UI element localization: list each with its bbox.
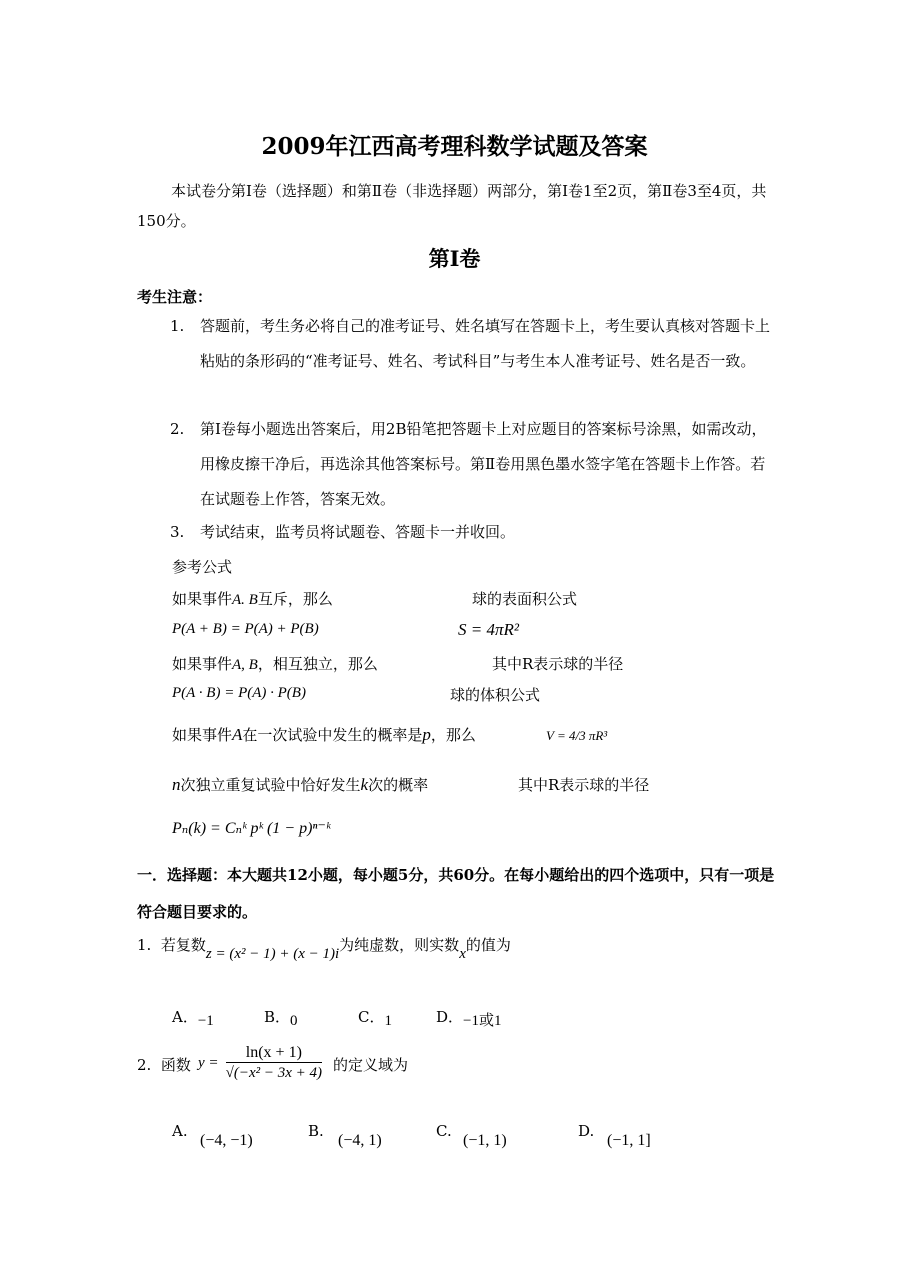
volume-title: 第I卷 [428, 246, 481, 271]
q1-option-a: A．−1 [172, 1008, 214, 1029]
q1-option-b: B．0 [264, 1008, 298, 1029]
sphere-area-label: 球的表面积公式 [472, 590, 578, 608]
formula-sphere-area: S = 4πR² [458, 620, 519, 639]
formulas-heading: 参考公式 [172, 558, 233, 576]
q2-option-a-value: (−4, −1) [200, 1132, 253, 1149]
formula-independent-label: 如果事件A, B，相互独立，那么 [172, 655, 378, 673]
q2-option-c-label: C. [436, 1122, 452, 1140]
question-2: 2. 函数 [137, 1056, 191, 1074]
q2-option-d-label: D. [578, 1122, 595, 1140]
formula-binomial-label: n次独立重复试验中恰好发生k次的概率 [172, 775, 429, 794]
notice-item-2 [170, 412, 775, 517]
q2-option-c-value: (−1, 1) [463, 1132, 507, 1149]
sphere-volume-label: 球的体积公式 [450, 686, 541, 704]
formula-independent: P(A · B) = P(A) · P(B) [172, 685, 306, 701]
notice-item-3 [170, 515, 775, 550]
notice-item-text: 第I卷每小题选出答案后，用2B铅笔把答题卡上对应题目的答案标号涂黑，如需改动，用橡皮擦干净后，再选涂其他答案标号。第Ⅱ卷用黑色墨水签字笔在答题卡上作答。若在试题卷上作答，答案无效。 [200, 420, 767, 508]
notice-item-number: 1. [170, 317, 185, 335]
notice-item-text: 考试结束，监考员将试题卷、答题卡一并收回。 [200, 523, 516, 541]
notice-item-number: 3. [170, 523, 185, 541]
notice-item-text: 答题前，考生务必将自己的准考证号、姓名填写在答题卡上，考生要认真核对答题卡上粘贴的条形码的“准考证号、姓名、考试科目”与考生本人准考证号、姓名是否一致。 [200, 317, 771, 370]
radius-note-2: 其中R表示球的半径 [518, 776, 650, 794]
q2-suffix: 的定义域为 [333, 1056, 409, 1074]
formula-exclusive: P(A + B) = P(A) + P(B) [172, 621, 319, 637]
intro-paragraph: 本试卷分第Ⅰ卷（选择题）和第Ⅱ卷（非选择题）两部分，第Ⅰ卷1至2页，第Ⅱ卷3至4页，共150分。 [137, 182, 767, 230]
numerator: ln(x + 1) [226, 1044, 322, 1063]
denominator: √(−x² − 3x + 4) [225, 1065, 323, 1081]
formula-sphere-volume: V = 4/3 πR³ [546, 728, 608, 743]
notice-heading: 考生注意： [137, 288, 213, 306]
q2-function: y = $\frac{\ln(x + 1)}{\text{√(−x² − 3x + 4)}}$ [198, 1044, 323, 1081]
q1-option-c: C．1 [358, 1008, 392, 1029]
formula-prob-label: 如果事件A在一次试验中发生的概率是p，那么 [172, 725, 476, 744]
q2-option-a-label: A. [172, 1122, 188, 1140]
question-number: 1. [137, 936, 152, 954]
q2-option-d-value: (−1, 1] [607, 1132, 651, 1149]
page-title: 2009年江西高考理科数学试题及答案 [261, 133, 648, 160]
fraction [224, 1044, 324, 1083]
formula-exclusive-label: 如果事件A. B互斥，那么 [172, 590, 333, 608]
formula-binomial: Pₙ(k) = Cₙᵏ pᵏ (1 − p)ⁿ⁻ᵏ [172, 820, 331, 837]
q1-option-d: D．−1或1 [436, 1008, 502, 1029]
q2-option-b-label: B. [308, 1122, 324, 1140]
question-number: 2. [137, 1056, 152, 1074]
q2-option-b-value: (−4, 1) [338, 1132, 382, 1149]
question-1: 1. 若复数z = (x² − 1) + (x − 1)i为纯虚数，则实数x的值为 [137, 936, 511, 962]
notice-item-1 [170, 309, 775, 379]
radius-note-1: 其中R表示球的半径 [492, 655, 624, 673]
notice-item-number: 2. [170, 420, 185, 438]
section-heading: 一．选择题：本大题共12小题，每小题5分，共60分。在每小题给出的四个选项中，只有一项是符合题目要求的。 [137, 866, 775, 921]
question-expression: z = (x² − 1) + (x − 1)i [205, 946, 340, 962]
